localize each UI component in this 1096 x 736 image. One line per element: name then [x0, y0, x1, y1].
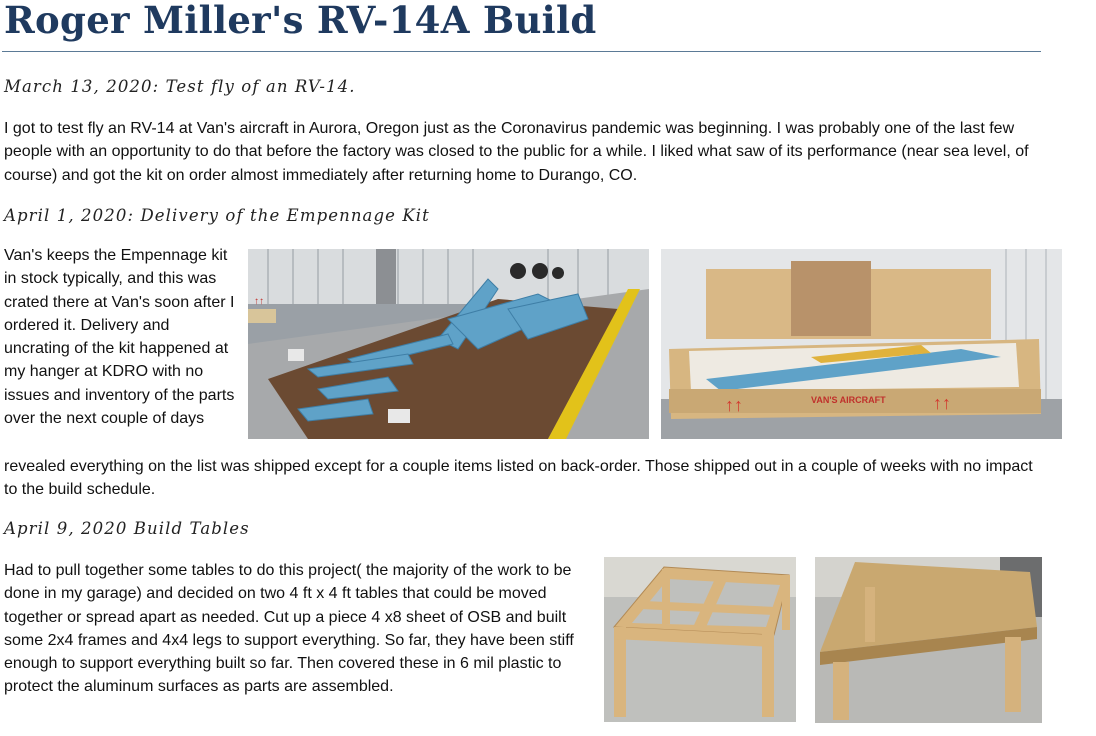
- photo-empennage-parts-on-tarp: [248, 249, 649, 439]
- photo-uncrated-kit: [661, 249, 1062, 439]
- entry-body-build-tables: Had to pull together some tables to do this project( the majority of the work to be done in my garage) and decided on two 4 ft x 4 ft tables that could be moved together or spread apart as needed. Cut up a piece 4 x8 sheet of OSB and built some 2x4 frames and 4x4 legs to support everything. So far, they have been stiff enough to support everything built so far. Then covered these in 6 mil plastic to protect the aluminum surfaces as parts are assembled.: [4, 562, 574, 696]
- entry-heading-test-fly: March 13, 2020: Test fly of an RV-14.: [4, 77, 356, 96]
- page-title: Roger Miller's RV-14A Build: [4, 0, 597, 42]
- svg-text:↑↑: ↑↑: [725, 395, 743, 415]
- title-divider: [2, 51, 1041, 52]
- photo-table-frame: [604, 557, 796, 722]
- entry-body-empennage: Van's keeps the Empennage kit in stock typically, and this was crated there at Van's soon after I ordered it. Delivery and uncrating of the kit happened at my hanger at KDRO with no issues and inventory of the parts over the next couple of days: [4, 247, 235, 428]
- entry-heading-build-tables: April 9, 2020 Build Tables: [4, 519, 250, 538]
- crate-logo-text: VAN'S AIRCRAFT: [811, 395, 886, 405]
- photo-table-with-osb-top: [815, 557, 1042, 723]
- svg-text:↑↑: ↑↑: [933, 393, 951, 413]
- entry-body-test-fly: I got to test fly an RV-14 at Van's aircraft in Aurora, Oregon just as the Coronavirus pandemic was beginning. I was probably one of the last few people with an opportunity to do that before the factory was closed to the public for a while. I liked what saw of its performance (near sea level, of course) and got the kit on order almost immediately after returning home to Durango, CO.: [4, 120, 1029, 184]
- entry-body-empennage-continued: revealed everything on the list was shipped except for a couple items listed on back-order. Those shipped out in a couple of weeks with no impact to the build schedule.: [4, 458, 1033, 499]
- entry-heading-empennage: April 1, 2020: Delivery of the Empennage Kit: [4, 206, 430, 225]
- svg-text:↑↑: ↑↑: [254, 296, 264, 307]
